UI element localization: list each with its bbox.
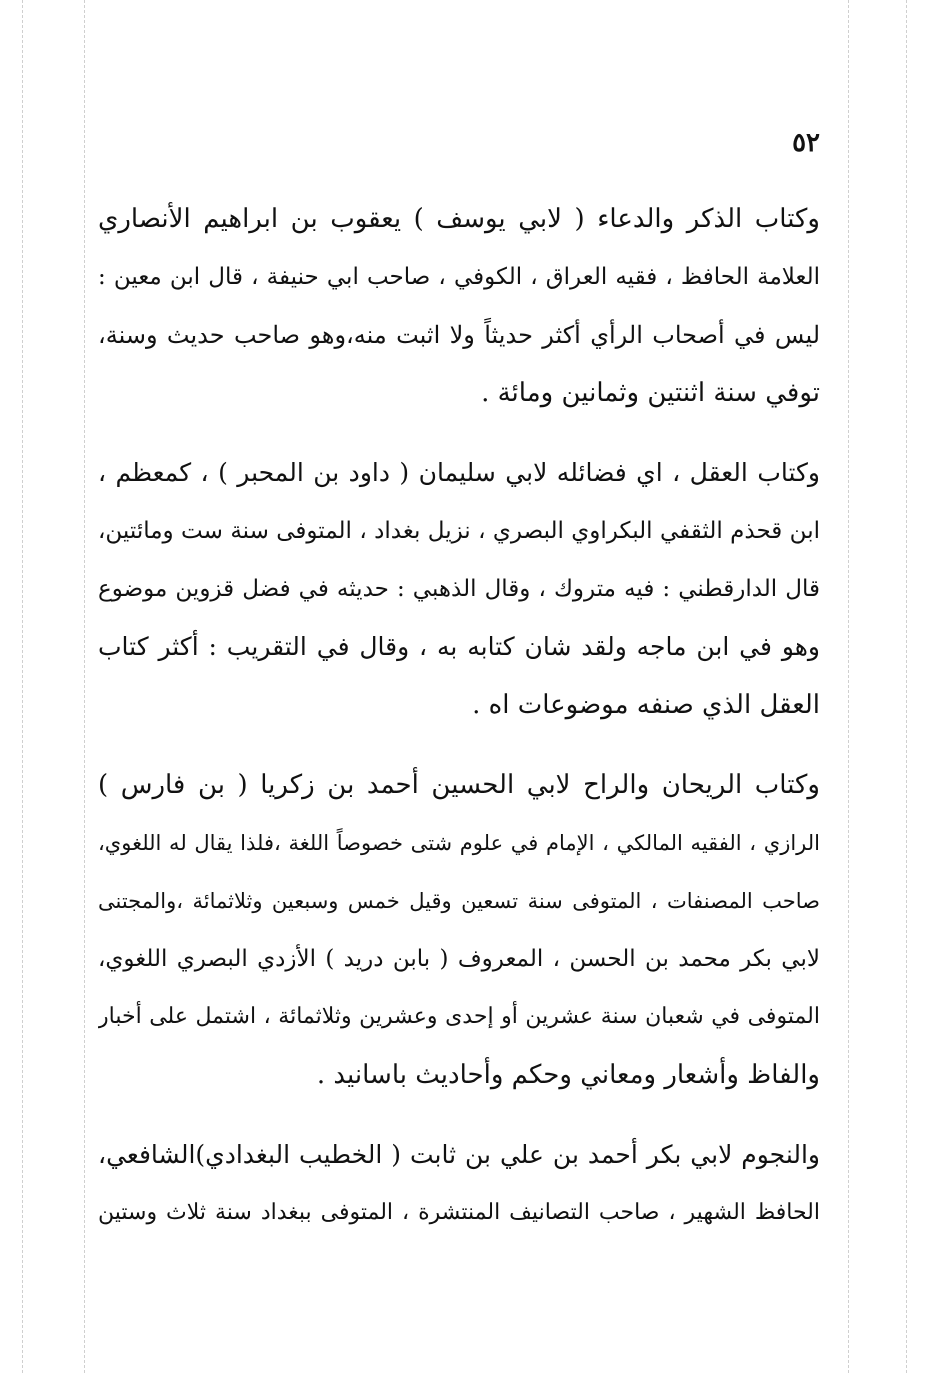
text-line: العقل الذي صنفه موضوعات اه . xyxy=(472,690,820,720)
paragraph xyxy=(98,756,820,1104)
text-line: وكتاب العقل ، اي فضائله لابي سليمان ( داود بن المحبر ) ، كمعظم ، xyxy=(98,458,820,487)
body-text xyxy=(98,190,820,1264)
text-line: والفاظ وأشعار ومعاني وحكم وأحاديث باسانيد . xyxy=(316,1060,820,1090)
scan-margin-line xyxy=(84,0,85,1373)
text-line: ابن قحذم الثقفي البكراوي البصري ، نزيل بغداد ، المتوفى سنة ست ومائتين، xyxy=(98,518,820,544)
text-line: العلامة الحافظ ، فقيه العراق ، الكوفي ، صاحب ابي حنيفة ، قال ابن معين : xyxy=(98,264,820,290)
text-line: ليس في أصحاب الرأي أكثر حديثاً ولا اثبت منه،وهو صاحب حديث وسنة، xyxy=(98,321,820,349)
paragraph xyxy=(98,190,820,422)
scan-margin-line xyxy=(22,0,23,1373)
paragraph xyxy=(98,1126,820,1242)
text-line: وهو في ابن ماجه ولقد شان كتابه به ، وقال في التقريب : أكثر كتاب xyxy=(98,632,820,661)
text-line: وكتاب الريحان والراح لابي الحسين أحمد بن زكريا ( بن فارس ) xyxy=(98,770,820,800)
text-line: الرازي ، الفقيه المالكي ، الإمام في علوم شتى خصوصاً اللغة ،فلذا يقال له اللغوي، xyxy=(98,831,820,855)
text-line: الحافظ الشهير ، صاحب التصانيف المنتشرة ، المتوفى ببغداد سنة ثلاث وستين xyxy=(98,1200,820,1225)
text-line: توفي سنة اثنتين وثمانين ومائة . xyxy=(481,378,820,408)
text-line: صاحب المصنفات ، المتوفى سنة تسعين وقيل خمس وسبعين وثلاثمائة ،والمجتنى xyxy=(98,889,820,913)
paragraph xyxy=(98,444,820,734)
scan-margin-line xyxy=(906,0,907,1373)
text-line: لابي بكر محمد بن الحسن ، المعروف ( بابن دريد ) الأزدي البصري اللغوي، xyxy=(98,946,820,972)
page-number: ٥٢ xyxy=(792,128,820,158)
scan-margin-line xyxy=(848,0,849,1373)
text-line: والنجوم لابي بكر أحمد بن علي بن ثابت ( الخطيب البغدادي)الشافعي، xyxy=(98,1140,820,1169)
text-line: وكتاب الذكر والدعاء ( لابي يوسف ) يعقوب بن ابراهيم الأنصاري xyxy=(98,204,820,234)
text-line: المتوفى في شعبان سنة عشرين أو إحدى وعشرين وثلاثمائة ، اشتمل على أخبار xyxy=(98,1004,820,1029)
text-line: قال الدارقطني : فيه متروك ، وقال الذهبي : حديثه في فضل قزوين موضوع xyxy=(98,576,820,602)
